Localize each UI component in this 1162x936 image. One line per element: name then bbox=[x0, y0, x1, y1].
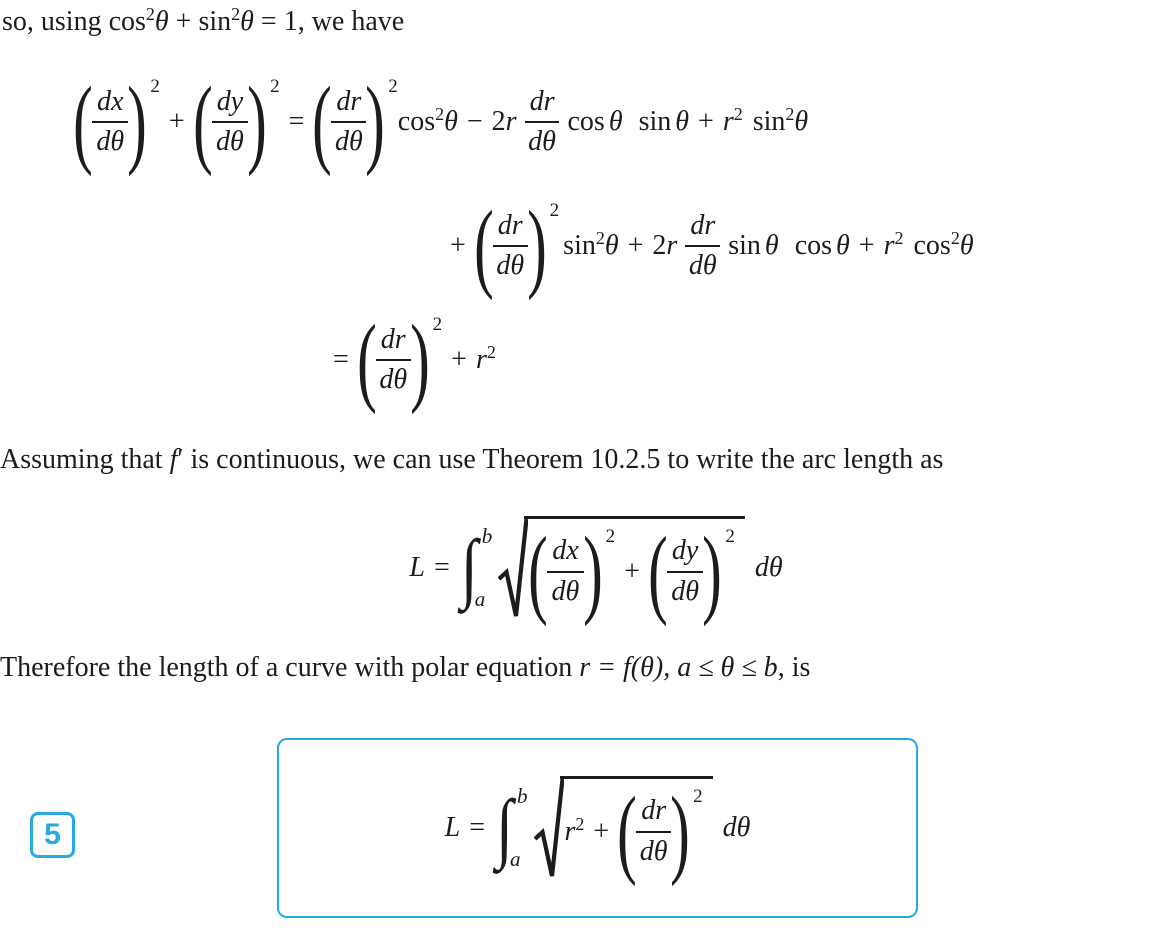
right-paren: ) bbox=[582, 516, 603, 627]
integral-limits bbox=[510, 784, 528, 872]
exponent-2: 2 bbox=[733, 104, 743, 125]
L-variable: L bbox=[444, 812, 461, 843]
equation-expansion-line3 bbox=[333, 302, 496, 418]
assuming-text-2: is continuous, we can use Theorem 10.2.5 to write the arc length as bbox=[183, 444, 944, 475]
right-paren: ) bbox=[247, 66, 267, 178]
exponent-2: 2 bbox=[785, 104, 795, 125]
assuming-text-1: Assuming that bbox=[0, 444, 170, 475]
upper-limit-b: b bbox=[481, 524, 493, 548]
squared-exponent: 2 bbox=[388, 76, 398, 97]
radicand bbox=[560, 776, 713, 887]
squared-term-dy bbox=[192, 66, 280, 178]
left-paren: ( bbox=[192, 66, 213, 178]
r-squared-sin-squared-theta bbox=[723, 106, 808, 138]
denominator: dθ bbox=[688, 250, 717, 281]
left-paren: ( bbox=[356, 304, 377, 416]
right-paren: ) bbox=[670, 776, 690, 887]
left-paren: ( bbox=[73, 66, 93, 178]
exponent-2: 2 bbox=[595, 228, 605, 249]
numerator: dr bbox=[376, 324, 411, 361]
coefficient-2r bbox=[652, 230, 677, 262]
r-variable: r bbox=[883, 230, 895, 261]
numerator: dr bbox=[685, 210, 720, 247]
exponent-2: 2 bbox=[435, 104, 445, 125]
sin-function: sin bbox=[728, 230, 761, 261]
squared-term-dr bbox=[473, 190, 560, 302]
numerator: dr bbox=[331, 86, 366, 123]
r-variable: r bbox=[722, 106, 734, 137]
sin-function: sin bbox=[638, 106, 672, 137]
square-root bbox=[498, 516, 745, 627]
r-variable: r bbox=[564, 815, 576, 847]
lower-limit-a: a bbox=[474, 587, 486, 611]
right-paren: ) bbox=[702, 516, 723, 627]
theta-symbol: θ bbox=[764, 230, 779, 261]
upper-limit-b: b bbox=[517, 784, 528, 808]
cos-theta-sin-theta bbox=[567, 106, 689, 138]
therefore-text-2: , is bbox=[777, 652, 811, 683]
assuming-sentence bbox=[0, 442, 943, 477]
numerator: dx bbox=[547, 535, 583, 572]
numerator: dx bbox=[92, 86, 128, 123]
integral-sign: ∫ bbox=[496, 785, 513, 871]
equation-expansion-line1 bbox=[74, 64, 808, 180]
right-paren: ) bbox=[365, 66, 386, 178]
integral-a-to-b bbox=[496, 784, 528, 872]
fraction-dx-dtheta bbox=[92, 86, 128, 158]
plus-operator: + bbox=[450, 230, 466, 261]
squared-exponent: 2 bbox=[605, 525, 616, 547]
theta-symbol: θ bbox=[604, 230, 619, 261]
equation-number: 5 bbox=[44, 818, 61, 851]
intro-text-1: so, using cos bbox=[2, 6, 146, 37]
integral-sign: ∫ bbox=[460, 525, 478, 611]
right-paren: ) bbox=[409, 304, 430, 416]
fraction-dr-dtheta bbox=[685, 210, 720, 282]
squared-exponent: 2 bbox=[725, 525, 735, 547]
squared-term-dx bbox=[528, 516, 616, 627]
cos-function: cos bbox=[397, 106, 436, 137]
squared-exponent: 2 bbox=[270, 76, 280, 97]
integral-limits bbox=[474, 524, 493, 612]
equals-sign: = bbox=[433, 552, 450, 583]
equation-number-badge bbox=[30, 812, 75, 858]
cos-function: cos bbox=[913, 230, 951, 261]
plus-operator: + bbox=[698, 106, 714, 137]
left-paren: ( bbox=[312, 66, 333, 178]
left-paren: ( bbox=[473, 190, 494, 302]
equals-sign: = bbox=[288, 106, 305, 137]
digit-2: 2 bbox=[491, 106, 506, 137]
squared-term-dr bbox=[312, 66, 398, 178]
dtheta-differential: dθ bbox=[754, 552, 783, 583]
fraction-dr-dtheta bbox=[331, 86, 366, 158]
intro-sentence bbox=[2, 4, 404, 39]
minus-operator: − bbox=[466, 106, 483, 137]
plus-operator: + bbox=[627, 230, 644, 261]
integral-a-to-b bbox=[460, 524, 493, 612]
denominator: dθ bbox=[96, 126, 125, 157]
cos-function: cos bbox=[794, 230, 833, 261]
theta-symbol: θ bbox=[794, 106, 809, 137]
squared-term-dx bbox=[73, 66, 160, 178]
theta-symbol: θ bbox=[154, 6, 169, 37]
right-paren: ) bbox=[127, 66, 148, 178]
squared-term-dy bbox=[648, 516, 735, 627]
coefficient-2r bbox=[492, 106, 517, 138]
theta-symbol: θ bbox=[444, 106, 458, 137]
plus-operator: + bbox=[168, 106, 185, 137]
exponent-2: 2 bbox=[575, 813, 585, 834]
equation-expansion-line2 bbox=[450, 188, 974, 304]
intro-text-3: = 1, we have bbox=[253, 6, 405, 37]
theta-symbol: θ bbox=[608, 106, 623, 137]
exponent-2: 2 bbox=[950, 228, 960, 249]
squared-exponent: 2 bbox=[693, 785, 703, 807]
therefore-sentence bbox=[0, 650, 810, 685]
polar-condition: r = f(θ), a ≤ θ ≤ b bbox=[579, 652, 778, 683]
numerator: dr bbox=[525, 86, 560, 123]
theta-symbol: θ bbox=[675, 106, 690, 137]
theta-symbol: θ bbox=[240, 6, 254, 37]
equation-polar-arc-length bbox=[444, 776, 751, 887]
sin-function: sin bbox=[752, 106, 786, 137]
squared-exponent: 2 bbox=[549, 200, 560, 221]
right-paren: ) bbox=[526, 190, 547, 302]
plus-operator: + bbox=[624, 555, 640, 587]
numerator: dr bbox=[636, 795, 671, 832]
denominator: dθ bbox=[639, 835, 668, 867]
left-paren: ( bbox=[617, 776, 638, 887]
exponent-2: 2 bbox=[145, 4, 155, 25]
squared-term-dr bbox=[356, 304, 443, 416]
plus-operator: + bbox=[593, 815, 610, 847]
f-variable: f bbox=[169, 444, 178, 475]
equals-sign: = bbox=[333, 344, 349, 375]
exponent-2: 2 bbox=[486, 342, 496, 363]
L-variable: L bbox=[409, 552, 425, 583]
squared-exponent: 2 bbox=[150, 76, 160, 97]
numerator: dy bbox=[212, 86, 248, 123]
exponent-2: 2 bbox=[231, 4, 241, 25]
square-root bbox=[534, 776, 713, 887]
denominator: dθ bbox=[496, 250, 525, 281]
r-variable: r bbox=[475, 344, 487, 375]
prime-symbol: ′ bbox=[177, 444, 184, 475]
denominator: dθ bbox=[671, 575, 700, 607]
numerator: dr bbox=[493, 210, 528, 247]
denominator: dθ bbox=[551, 575, 580, 607]
equation-arc-length bbox=[0, 500, 1162, 636]
plus-operator: + bbox=[451, 344, 467, 375]
denominator: dθ bbox=[528, 126, 556, 157]
numerator: dy bbox=[667, 535, 703, 572]
left-paren: ( bbox=[648, 516, 668, 627]
theta-symbol: θ bbox=[836, 230, 850, 261]
cos-squared-theta bbox=[398, 106, 458, 138]
fraction-dy-dtheta bbox=[667, 535, 703, 607]
dtheta-differential: dθ bbox=[722, 812, 751, 843]
cos-function: cos bbox=[567, 106, 605, 137]
squared-exponent: 2 bbox=[432, 314, 443, 335]
fraction-dy-dtheta bbox=[212, 86, 248, 158]
therefore-text-1: Therefore the length of a curve with polar equation bbox=[0, 652, 580, 683]
denominator: dθ bbox=[334, 126, 363, 157]
squared-term-dr bbox=[617, 776, 703, 887]
intro-text-2: + sin bbox=[168, 6, 232, 37]
digit-2: 2 bbox=[652, 230, 667, 261]
fraction-dr-dtheta bbox=[493, 210, 528, 282]
plus-operator: + bbox=[858, 230, 875, 261]
theta-symbol: θ bbox=[959, 230, 974, 261]
equals-sign: = bbox=[469, 812, 486, 843]
fraction-dr-dtheta bbox=[525, 86, 560, 158]
lower-limit-a: a bbox=[510, 847, 521, 871]
r-variable: r bbox=[666, 230, 678, 261]
sin-function: sin bbox=[563, 230, 596, 261]
r-variable: r bbox=[505, 106, 517, 137]
fraction-dr-dtheta bbox=[376, 324, 411, 396]
fraction-dx-dtheta bbox=[547, 535, 583, 607]
r-squared-cos-squared-theta bbox=[884, 230, 974, 262]
sin-squared-theta bbox=[563, 230, 618, 262]
r-squared bbox=[476, 344, 496, 376]
radicand bbox=[524, 516, 745, 627]
fraction-dr-dtheta bbox=[636, 795, 671, 867]
denominator: dθ bbox=[216, 126, 244, 157]
exponent-2: 2 bbox=[894, 228, 904, 249]
denominator: dθ bbox=[379, 364, 408, 395]
left-paren: ( bbox=[528, 516, 549, 627]
r-squared bbox=[564, 813, 585, 848]
sin-theta-cos-theta bbox=[728, 230, 850, 262]
boxed-formula bbox=[277, 738, 918, 918]
